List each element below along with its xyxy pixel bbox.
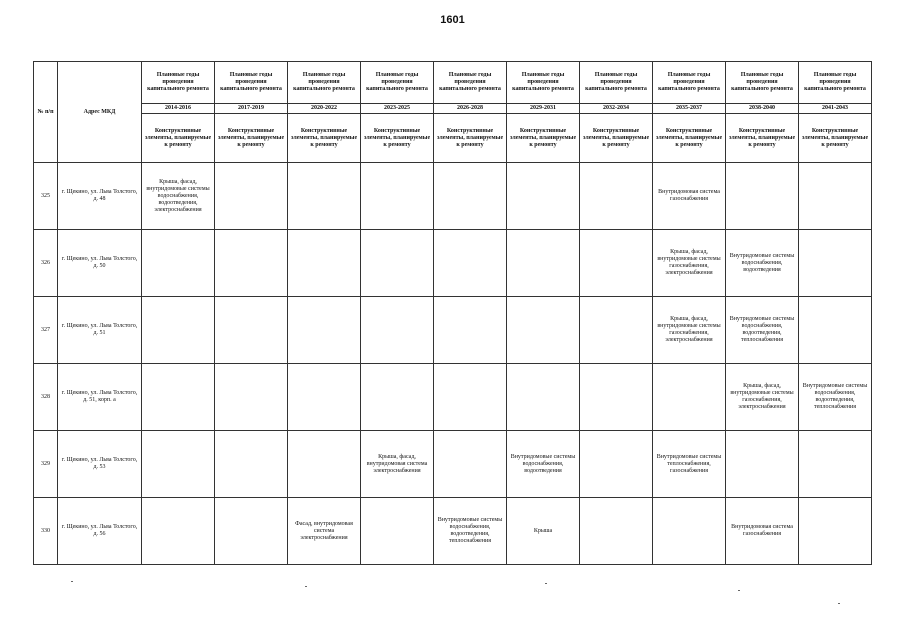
period-header-elements: Конструктивные элементы, планируемые к ремонту bbox=[215, 114, 288, 163]
repair-elements-cell bbox=[507, 364, 580, 431]
repair-elements-cell bbox=[361, 297, 434, 364]
repair-elements-cell: Внутридомовые системы водоснабжения, водоотведения, теплоснабжения bbox=[434, 498, 507, 565]
repair-elements-cell bbox=[142, 364, 215, 431]
repair-elements-cell: Внутридомовые системы водоснабжения, водоотведения, теплоснабжения bbox=[799, 364, 872, 431]
repair-elements-cell bbox=[288, 364, 361, 431]
period-header-elements: Конструктивные элементы, планируемые к ремонту bbox=[288, 114, 361, 163]
period-header-title: Плановые годы проведения капитального ремонта bbox=[726, 62, 799, 104]
repair-elements-cell bbox=[580, 230, 653, 297]
period-header-elements: Конструктивные элементы, планируемые к ремонту bbox=[361, 114, 434, 163]
repair-elements-cell bbox=[288, 163, 361, 230]
period-header-title: Плановые годы проведения капитального ремонта bbox=[361, 62, 434, 104]
repair-elements-cell: Внутридомовые системы теплоснабжения, газоснабжения bbox=[653, 431, 726, 498]
repair-elements-cell bbox=[799, 297, 872, 364]
repair-elements-cell: Внутридомовая система газоснабжения bbox=[653, 163, 726, 230]
table-row bbox=[34, 297, 872, 364]
repair-elements-cell: Крыша, фасад, внутридомовые системы газоснабжения, электроснабжения bbox=[726, 364, 799, 431]
row-address: г. Щекино, ул. Льва Толстого, д. 50 bbox=[58, 230, 142, 297]
period-header-elements: Конструктивные элементы, планируемые к ремонту bbox=[142, 114, 215, 163]
row-number: 326 bbox=[34, 230, 58, 297]
table-row bbox=[34, 498, 872, 565]
period-header-years: 2020-2022 bbox=[288, 104, 361, 114]
scan-speck bbox=[838, 603, 840, 604]
period-header-elements: Конструктивные элементы, планируемые к ремонту bbox=[434, 114, 507, 163]
repair-elements-cell bbox=[507, 297, 580, 364]
repair-elements-cell bbox=[434, 230, 507, 297]
table-header bbox=[34, 62, 872, 163]
repair-elements-cell bbox=[142, 230, 215, 297]
row-number: 330 bbox=[34, 498, 58, 565]
repair-elements-cell bbox=[580, 163, 653, 230]
row-number: 327 bbox=[34, 297, 58, 364]
repair-elements-cell bbox=[361, 230, 434, 297]
table-row bbox=[34, 230, 872, 297]
repair-elements-cell: Крыша bbox=[507, 498, 580, 565]
repair-elements-cell bbox=[215, 163, 288, 230]
repair-elements-cell bbox=[726, 431, 799, 498]
period-header-title: Плановые годы проведения капитального ремонта bbox=[580, 62, 653, 104]
repair-elements-cell: Внутридомовые системы водоснабжения, водоотведения bbox=[726, 230, 799, 297]
period-header-years: 2029-2031 bbox=[507, 104, 580, 114]
repair-elements-cell bbox=[215, 431, 288, 498]
repair-elements-cell bbox=[215, 230, 288, 297]
row-address: г. Щекино, ул. Льва Толстого, д. 51 bbox=[58, 297, 142, 364]
scan-speck bbox=[305, 586, 307, 587]
repair-elements-cell: Крыша, фасад, внутридомовые системы водоснабжения, водоотведения, электроснабжения bbox=[142, 163, 215, 230]
repair-elements-cell bbox=[799, 431, 872, 498]
repair-elements-cell: Крыша, фасад, внутридомовая система электроснабжения bbox=[361, 431, 434, 498]
row-address: г. Щекино, ул. Льва Толстого, д. 53 bbox=[58, 431, 142, 498]
repair-elements-cell bbox=[653, 364, 726, 431]
scan-speck bbox=[545, 583, 547, 584]
repair-elements-cell bbox=[215, 498, 288, 565]
capital-repair-schedule-table bbox=[33, 61, 872, 565]
repair-elements-cell bbox=[799, 163, 872, 230]
repair-elements-cell bbox=[653, 498, 726, 565]
repair-elements-cell: Фасад, внутридомовая система электроснабжения bbox=[288, 498, 361, 565]
period-header-years: 2038-2040 bbox=[726, 104, 799, 114]
repair-elements-cell bbox=[507, 230, 580, 297]
period-header-elements: Конструктивные элементы, планируемые к ремонту bbox=[799, 114, 872, 163]
repair-elements-cell bbox=[288, 230, 361, 297]
period-header-years: 2035-2037 bbox=[653, 104, 726, 114]
period-header-title: Плановые годы проведения капитального ремонта bbox=[215, 62, 288, 104]
period-header-title: Плановые годы проведения капитального ремонта bbox=[142, 62, 215, 104]
period-header-years: 2026-2028 bbox=[434, 104, 507, 114]
row-number: 325 bbox=[34, 163, 58, 230]
repair-elements-cell bbox=[434, 431, 507, 498]
repair-elements-cell: Внутридомовая система газоснабжения bbox=[726, 498, 799, 565]
table-row bbox=[34, 163, 872, 230]
repair-elements-cell bbox=[142, 431, 215, 498]
period-header-elements: Конструктивные элементы, планируемые к ремонту bbox=[726, 114, 799, 163]
repair-elements-cell bbox=[215, 364, 288, 431]
period-header-years: 2032-2034 bbox=[580, 104, 653, 114]
table-row bbox=[34, 364, 872, 431]
page-number: 1601 bbox=[440, 14, 465, 26]
repair-elements-cell bbox=[142, 297, 215, 364]
repair-elements-cell bbox=[726, 163, 799, 230]
repair-elements-cell bbox=[361, 364, 434, 431]
row-address: г. Щекино, ул. Льва Толстого, д. 56 bbox=[58, 498, 142, 565]
table-body bbox=[34, 163, 872, 565]
repair-elements-cell bbox=[361, 163, 434, 230]
repair-elements-cell bbox=[799, 230, 872, 297]
row-number: 329 bbox=[34, 431, 58, 498]
period-header-title: Плановые годы проведения капитального ремонта bbox=[288, 62, 361, 104]
row-address: г. Щекино, ул. Льва Толстого, д. 51, корп. а bbox=[58, 364, 142, 431]
repair-elements-cell bbox=[288, 431, 361, 498]
repair-elements-cell: Крыша, фасад, внутридомовые системы газоснабжения, электроснабжения bbox=[653, 230, 726, 297]
repair-elements-cell bbox=[142, 498, 215, 565]
period-header-title: Плановые годы проведения капитального ремонта bbox=[434, 62, 507, 104]
repair-elements-cell bbox=[799, 498, 872, 565]
period-header-years: 2014-2016 bbox=[142, 104, 215, 114]
period-header-years: 2017-2019 bbox=[215, 104, 288, 114]
column-header-num: № п/п bbox=[34, 62, 58, 163]
repair-elements-cell bbox=[434, 364, 507, 431]
period-header-years: 2041-2043 bbox=[799, 104, 872, 114]
repair-elements-cell bbox=[361, 498, 434, 565]
repair-elements-cell bbox=[288, 297, 361, 364]
period-header-title: Плановые годы проведения капитального ремонта bbox=[799, 62, 872, 104]
repair-elements-cell bbox=[580, 297, 653, 364]
repair-elements-cell bbox=[580, 364, 653, 431]
period-header-elements: Конструктивные элементы, планируемые к ремонту bbox=[580, 114, 653, 163]
repair-elements-cell: Крыша, фасад, внутридомовые системы газоснабжения, электроснабжения bbox=[653, 297, 726, 364]
repair-elements-cell: Внутридомовые системы водоснабжения, водоотведения bbox=[507, 431, 580, 498]
repair-elements-cell bbox=[215, 297, 288, 364]
scan-speck bbox=[71, 581, 73, 582]
scan-speck bbox=[738, 590, 740, 591]
column-header-address: Адрес МКД bbox=[58, 62, 142, 163]
period-header-title: Плановые годы проведения капитального ремонта bbox=[507, 62, 580, 104]
repair-elements-cell bbox=[434, 163, 507, 230]
repair-elements-cell: Внутридомовые системы водоснабжения, водоотведения, теплоснабжения bbox=[726, 297, 799, 364]
row-number: 328 bbox=[34, 364, 58, 431]
repair-elements-cell bbox=[580, 431, 653, 498]
repair-elements-cell bbox=[580, 498, 653, 565]
table-row bbox=[34, 431, 872, 498]
repair-elements-cell bbox=[434, 297, 507, 364]
period-header-elements: Конструктивные элементы, планируемые к ремонту bbox=[507, 114, 580, 163]
period-header-years: 2023-2025 bbox=[361, 104, 434, 114]
period-header-title: Плановые годы проведения капитального ремонта bbox=[653, 62, 726, 104]
period-header-elements: Конструктивные элементы, планируемые к ремонту bbox=[653, 114, 726, 163]
row-address: г. Щекино, ул. Льва Толстого, д. 48 bbox=[58, 163, 142, 230]
repair-elements-cell bbox=[507, 163, 580, 230]
